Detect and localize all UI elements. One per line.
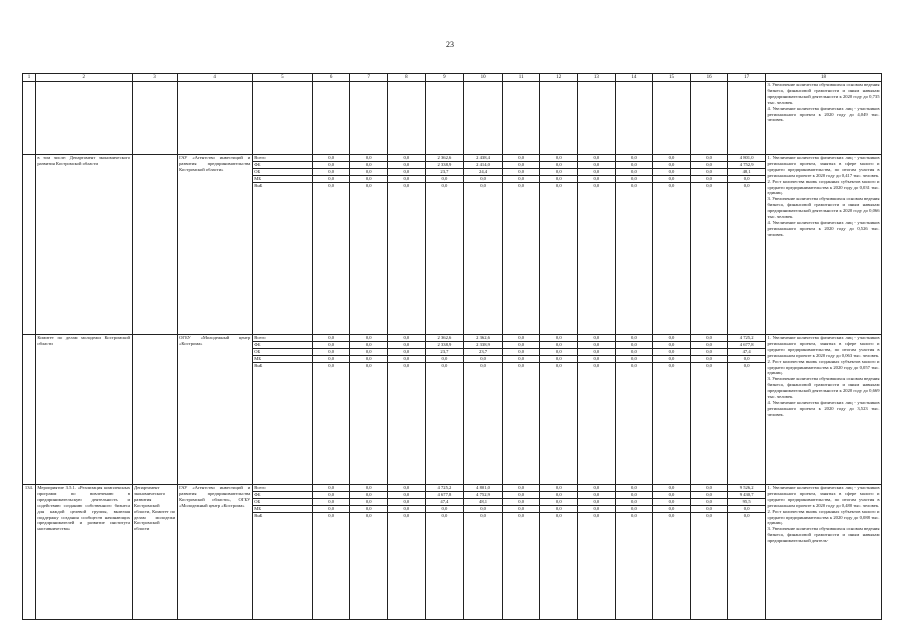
- amount-cell: 0,0: [425, 176, 464, 183]
- funding-source: ОБ: [252, 169, 312, 176]
- result-item: 3. Увеличение количества обучившихся основам ведения бизнеса, финансовой грамотности и иным навыкам предпринимательской деятельности к 2020 году до 0,735 тыс. человек.: [767, 82, 880, 105]
- funding-source: ВнБ: [252, 183, 312, 335]
- amount-cell: 0,0: [425, 183, 464, 335]
- amount-cell: 0,0: [540, 169, 578, 176]
- funding-source: МБ: [252, 506, 312, 513]
- amount-cell: 0,0: [690, 342, 728, 349]
- amount-cell: 0,0: [615, 335, 653, 342]
- amount-cell: 0,0: [502, 176, 540, 183]
- amount-cell: 47,4: [728, 349, 766, 356]
- amount-cell: 0,0: [728, 176, 766, 183]
- amount-cell: 0,0: [653, 342, 691, 349]
- amount-cell: 0,0: [350, 499, 388, 506]
- amount-cell: 0,0: [615, 183, 653, 335]
- amount-cell: 0,0: [502, 335, 540, 342]
- continuation-results: [765, 82, 881, 155]
- amount-cell: 2 338,9: [425, 162, 464, 169]
- amount-cell: 0,0: [653, 335, 691, 342]
- amount-cell: 0,0: [615, 492, 653, 499]
- funding-source: Всего: [252, 155, 312, 162]
- participant: ГАУ «Агентство инвестиций и развития предпринимательства Костромской области»: [177, 155, 252, 335]
- page-number: 23: [446, 40, 454, 49]
- amount-cell: 0,0: [388, 363, 426, 485]
- amount-cell: 0,0: [502, 485, 540, 492]
- amount-cell: 23,7: [425, 349, 464, 356]
- result-item: 3. Увеличение количества обучившихся основам ведения бизнеса, финансовой грамотности и иным навыкам предпринимательской деятельности к 2020 году до 0,066 тыс. человек.: [767, 196, 880, 220]
- amount-cell: 0,0: [388, 335, 426, 342]
- col-num: 11: [502, 74, 540, 82]
- amount-cell: 0,0: [388, 485, 426, 492]
- amount-cell: 0,0: [312, 513, 350, 620]
- amount-cell: 0,0: [388, 356, 426, 363]
- table-body: [23, 74, 882, 620]
- amount-cell: 0,0: [653, 363, 691, 485]
- amount-cell: 0,0: [728, 506, 766, 513]
- col-num: 1: [23, 74, 36, 82]
- executor: [132, 335, 177, 485]
- amount-cell: 0,0: [388, 492, 426, 499]
- amount-cell: 4 725,2: [425, 485, 464, 492]
- amount-cell: 0,0: [502, 356, 540, 363]
- result-item: 3. Увеличение количества обучившихся основам ведения бизнеса, финансовой грамотности и иным навыкам предпринимательской деятельности к 2020 году до 0,669 тыс. человек.: [767, 376, 880, 400]
- amount-cell: 0,0: [728, 363, 766, 485]
- amount-cell: 0,0: [388, 513, 426, 620]
- amount-cell: 0,0: [350, 169, 388, 176]
- amount-cell: 0,0: [578, 492, 616, 499]
- amount-cell: 0,0: [690, 492, 728, 499]
- amount-cell: 0,0: [540, 485, 578, 492]
- amount-cell: 0,0: [502, 342, 540, 349]
- amount-cell: 0,0: [350, 162, 388, 169]
- result-item: 2. Рост количества вновь созданных субъектов малого и среднего предпринимательства к 2020 году до 0,088 тыс. единиц.: [767, 508, 880, 526]
- expected-results: [765, 155, 881, 335]
- amount-cell: 23,7: [425, 169, 464, 176]
- amount-cell: 0,0: [464, 363, 503, 485]
- amount-cell: 0,0: [350, 506, 388, 513]
- amount-cell: 0,0: [653, 169, 691, 176]
- result-item: 2. Рост количества вновь созданных субъектов малого и среднего предпринимательства к 2020 году до 0,057 тыс. единиц.: [767, 358, 880, 376]
- amount-cell: 0,0: [653, 485, 691, 492]
- funding-source: ВнБ: [252, 363, 312, 485]
- participant: ГАУ «Агентство инвестиций и развития предпринимательства Костромской области», ОГБУ «Молодежный центр «Кострома»: [177, 485, 252, 620]
- amount-cell: 0,0: [312, 356, 350, 363]
- amount-cell: 0,0: [690, 499, 728, 506]
- amount-cell: 0,0: [312, 162, 350, 169]
- amount-cell: 0,0: [578, 169, 616, 176]
- amount-cell: 0,0: [540, 499, 578, 506]
- amount-cell: 0,0: [653, 183, 691, 335]
- funding-row: [23, 335, 882, 342]
- amount-cell: 0,0: [312, 363, 350, 485]
- amount-cell: 0,0: [350, 349, 388, 356]
- amount-cell: 0,0: [502, 499, 540, 506]
- amount-cell: 0,0: [615, 485, 653, 492]
- amount-cell: 0,0: [578, 506, 616, 513]
- amount-cell: 0,0: [350, 342, 388, 349]
- amount-cell: 0,0: [350, 363, 388, 485]
- amount-cell: 0,0: [350, 183, 388, 335]
- amount-cell: 0,0: [578, 176, 616, 183]
- amount-cell: 0,0: [388, 506, 426, 513]
- result-item: 1. Увеличение количества физических лиц - участников регионального проекта, занятых в сфере малого и среднего предпринимательства, по итогам участия в региональном проекте к 2020 году до 0,063 тыс. человек.: [767, 335, 880, 358]
- amount-cell: 0,0: [615, 155, 653, 162]
- amount-cell: 0,0: [502, 506, 540, 513]
- amount-cell: 0,0: [312, 485, 350, 492]
- amount-cell: 0,0: [578, 155, 616, 162]
- amount-cell: 0,0: [728, 183, 766, 335]
- amount-cell: 95,5: [728, 499, 766, 506]
- col-num: 18: [765, 74, 881, 82]
- participant: ОГБУ «Молодежный центр «Кострома»: [177, 335, 252, 485]
- amount-cell: 0,0: [350, 492, 388, 499]
- amount-cell: 0,0: [615, 506, 653, 513]
- amount-cell: 0,0: [615, 363, 653, 485]
- amount-cell: 4 801,0: [464, 485, 503, 492]
- amount-cell: 0,0: [690, 183, 728, 335]
- col-num: 12: [540, 74, 578, 82]
- col-num: 15: [653, 74, 691, 82]
- amount-cell: 0,0: [690, 169, 728, 176]
- amount-cell: 0,0: [312, 342, 350, 349]
- amount-cell: 0,0: [540, 513, 578, 620]
- amount-cell: 0,0: [690, 335, 728, 342]
- amount-cell: 0,0: [653, 492, 691, 499]
- amount-cell: 0,0: [502, 155, 540, 162]
- amount-cell: 0,0: [312, 176, 350, 183]
- amount-cell: 4 801,0: [728, 155, 766, 162]
- amount-cell: 0,0: [312, 155, 350, 162]
- amount-cell: 2 362,6: [425, 335, 464, 342]
- amount-cell: 0,0: [578, 335, 616, 342]
- amount-cell: 0,0: [350, 155, 388, 162]
- amount-cell: 0,0: [464, 506, 503, 513]
- amount-cell: 0,0: [540, 183, 578, 335]
- amount-cell: 2 362,6: [464, 335, 503, 342]
- amount-cell: 0,0: [425, 356, 464, 363]
- col-num: 7: [350, 74, 388, 82]
- amount-cell: 0,0: [615, 513, 653, 620]
- amount-cell: 0,0: [615, 342, 653, 349]
- amount-cell: 0,0: [464, 356, 503, 363]
- amount-cell: 0,0: [690, 506, 728, 513]
- row-number: [23, 155, 36, 335]
- amount-cell: 0,0: [615, 356, 653, 363]
- amount-cell: 0,0: [728, 356, 766, 363]
- amount-cell: 0,0: [690, 162, 728, 169]
- col-num: 3: [132, 74, 177, 82]
- funding-source: ОБ: [252, 349, 312, 356]
- amount-cell: 0,0: [388, 162, 426, 169]
- funding-source: МБ: [252, 356, 312, 363]
- amount-cell: 0,0: [690, 363, 728, 485]
- amount-cell: 0,0: [464, 183, 503, 335]
- executor: Департамент экономического развития Костромской области, Комитет по делам молодежи Костромской области: [132, 485, 177, 620]
- amount-cell: 0,0: [464, 176, 503, 183]
- amount-cell: 0,0: [540, 162, 578, 169]
- amount-cell: 4 677,8: [728, 342, 766, 349]
- amount-cell: 0,0: [540, 506, 578, 513]
- funding-row: [23, 485, 882, 492]
- amount-cell: 0,0: [464, 513, 503, 620]
- amount-cell: 0,0: [502, 363, 540, 485]
- result-item: 4. Увеличение количества физических лиц - участников регионального проекта к 2020 году до 4,049 тыс. человек.: [767, 105, 880, 123]
- amount-cell: 0,0: [350, 176, 388, 183]
- amount-cell: 0,0: [540, 492, 578, 499]
- amount-cell: 0,0: [425, 363, 464, 485]
- amount-cell: 0,0: [312, 499, 350, 506]
- amount-cell: 2 338,9: [425, 342, 464, 349]
- continuation-row: [23, 82, 882, 155]
- amount-cell: 0,0: [653, 356, 691, 363]
- executor: [132, 155, 177, 335]
- amount-cell: 0,0: [578, 183, 616, 335]
- event-name: Комитет по делам молодежи Костромской области: [35, 335, 132, 485]
- amount-cell: 0,0: [653, 349, 691, 356]
- amount-cell: 0,0: [690, 356, 728, 363]
- amount-cell: 0,0: [540, 342, 578, 349]
- amount-cell: 0,0: [578, 499, 616, 506]
- amount-cell: 0,0: [540, 155, 578, 162]
- amount-cell: 0,0: [350, 335, 388, 342]
- amount-cell: 4 752,9: [728, 162, 766, 169]
- amount-cell: 0,0: [388, 176, 426, 183]
- result-item: 1. Увеличение количества физических лиц - участников регионального проекта, занятых в сфере малого и среднего предпринимательства, по итогам участия в региональном проекте к 2020 году до 0,417 тыс. человек.: [767, 155, 880, 178]
- amount-cell: 9 430,7: [728, 492, 766, 499]
- amount-cell: 0,0: [388, 342, 426, 349]
- funding-source: ВнБ: [252, 513, 312, 620]
- amount-cell: 0,0: [502, 513, 540, 620]
- expected-results: [765, 485, 881, 620]
- amount-cell: 0,0: [425, 513, 464, 620]
- amount-cell: 0,0: [312, 183, 350, 335]
- amount-cell: 0,0: [578, 356, 616, 363]
- program-table: [22, 73, 882, 620]
- col-num: 10: [464, 74, 503, 82]
- amount-cell: 0,0: [653, 162, 691, 169]
- result-item: 1. Увеличение количества физических лиц - участников регионального проекта, занятых в сфере малого и среднего предпринимательства, по итогам участия в региональном проекте к 2020 году до 0,480 тыс. человек.: [767, 485, 880, 508]
- col-num: 13: [578, 74, 616, 82]
- amount-cell: 0,0: [578, 485, 616, 492]
- funding-source: ФБ: [252, 342, 312, 349]
- funding-source: Всего: [252, 335, 312, 342]
- amount-cell: 0,0: [690, 176, 728, 183]
- amount-cell: 0,0: [388, 499, 426, 506]
- col-num: 14: [615, 74, 653, 82]
- funding-source: Всего: [252, 485, 312, 492]
- amount-cell: 0,0: [653, 176, 691, 183]
- amount-cell: 0,0: [350, 485, 388, 492]
- amount-cell: 2 414,0: [464, 162, 503, 169]
- amount-cell: 0,0: [312, 506, 350, 513]
- amount-cell: 0,0: [502, 169, 540, 176]
- col-num: 17: [728, 74, 766, 82]
- amount-cell: 0,0: [540, 335, 578, 342]
- amount-cell: 0,0: [312, 169, 350, 176]
- amount-cell: 0,0: [615, 499, 653, 506]
- amount-cell: 24,4: [464, 169, 503, 176]
- col-num: 9: [425, 74, 464, 82]
- amount-cell: 0,0: [653, 499, 691, 506]
- col-num: 2: [35, 74, 132, 82]
- event-name: Мероприятие 3.5.1. «Реализация комплексных программ по вовлечению в предпринимательскую деятельность и содействию созданию собственного бизнеса для каждой целевой группы, включая поддержку создания сообществ начинающих предпринимателей и развитие института наставничества»: [35, 485, 132, 620]
- amount-cell: 0,0: [312, 335, 350, 342]
- row-number: 134.: [23, 485, 36, 620]
- amount-cell: 4 677,8: [425, 492, 464, 499]
- amount-cell: 0,0: [615, 349, 653, 356]
- funding-source: ФБ: [252, 492, 312, 499]
- funding-row: [23, 155, 882, 162]
- result-item: 3. Увеличение количества обучившихся основам ведения бизнеса, финансовой грамотности и иным навыкам предпринимательской деятель-: [767, 526, 880, 544]
- column-number-row: [23, 74, 882, 82]
- amount-cell: 0,0: [502, 492, 540, 499]
- amount-cell: 4 752,9: [464, 492, 503, 499]
- col-num: 4: [177, 74, 252, 82]
- amount-cell: 0,0: [388, 169, 426, 176]
- amount-cell: 0,0: [690, 513, 728, 620]
- amount-cell: 0,0: [540, 176, 578, 183]
- result-item: 4. Увеличение количества физических лиц - участников регионального проекта к 2020 году до 0,526 тыс. человек.: [767, 219, 880, 237]
- amount-cell: 0,0: [388, 349, 426, 356]
- amount-cell: 48,1: [464, 499, 503, 506]
- amount-cell: 0,0: [388, 155, 426, 162]
- amount-cell: 0,0: [653, 155, 691, 162]
- expected-results: [765, 335, 881, 485]
- col-num: 8: [388, 74, 426, 82]
- amount-cell: 23,7: [464, 349, 503, 356]
- amount-cell: 9 526,2: [728, 485, 766, 492]
- amount-cell: 0,0: [728, 513, 766, 620]
- amount-cell: 2 438,4: [464, 155, 503, 162]
- amount-cell: 47,4: [425, 499, 464, 506]
- amount-cell: 0,0: [540, 363, 578, 485]
- amount-cell: 0,0: [615, 169, 653, 176]
- amount-cell: 0,0: [312, 492, 350, 499]
- amount-cell: 0,0: [350, 513, 388, 620]
- row-number: [23, 335, 36, 485]
- amount-cell: 0,0: [350, 356, 388, 363]
- amount-cell: 0,0: [653, 506, 691, 513]
- amount-cell: 0,0: [578, 513, 616, 620]
- amount-cell: 0,0: [578, 342, 616, 349]
- amount-cell: 0,0: [502, 183, 540, 335]
- amount-cell: 0,0: [690, 349, 728, 356]
- amount-cell: 0,0: [653, 513, 691, 620]
- funding-source: ФБ: [252, 162, 312, 169]
- amount-cell: 0,0: [502, 349, 540, 356]
- amount-cell: 0,0: [690, 155, 728, 162]
- col-num: 6: [312, 74, 350, 82]
- amount-cell: 0,0: [690, 485, 728, 492]
- amount-cell: 0,0: [540, 356, 578, 363]
- amount-cell: 0,0: [615, 162, 653, 169]
- amount-cell: 0,0: [615, 176, 653, 183]
- amount-cell: 0,0: [312, 349, 350, 356]
- funding-source: МБ: [252, 176, 312, 183]
- result-item: 4. Увеличение количества физических лиц - участников регионального проекта к 2020 году до 3,523 тыс. человек.: [767, 399, 880, 417]
- amount-cell: 2 338,9: [464, 342, 503, 349]
- amount-cell: 4 725,2: [728, 335, 766, 342]
- amount-cell: 48,1: [728, 169, 766, 176]
- amount-cell: 0,0: [578, 349, 616, 356]
- funding-source: ОБ: [252, 499, 312, 506]
- amount-cell: 0,0: [425, 506, 464, 513]
- amount-cell: 0,0: [578, 162, 616, 169]
- col-num: 5: [252, 74, 312, 82]
- event-name: в том числе: Департамент экономического развития Костромской области: [35, 155, 132, 335]
- col-num: 16: [690, 74, 728, 82]
- amount-cell: 2 362,6: [425, 155, 464, 162]
- amount-cell: 0,0: [502, 162, 540, 169]
- result-item: 2. Рост количества вновь созданных субъектов малого и среднего предпринимательства к 2020 году до 0,031 тыс. единиц.: [767, 178, 880, 196]
- amount-cell: 0,0: [388, 183, 426, 335]
- amount-cell: 0,0: [540, 349, 578, 356]
- amount-cell: 0,0: [578, 363, 616, 485]
